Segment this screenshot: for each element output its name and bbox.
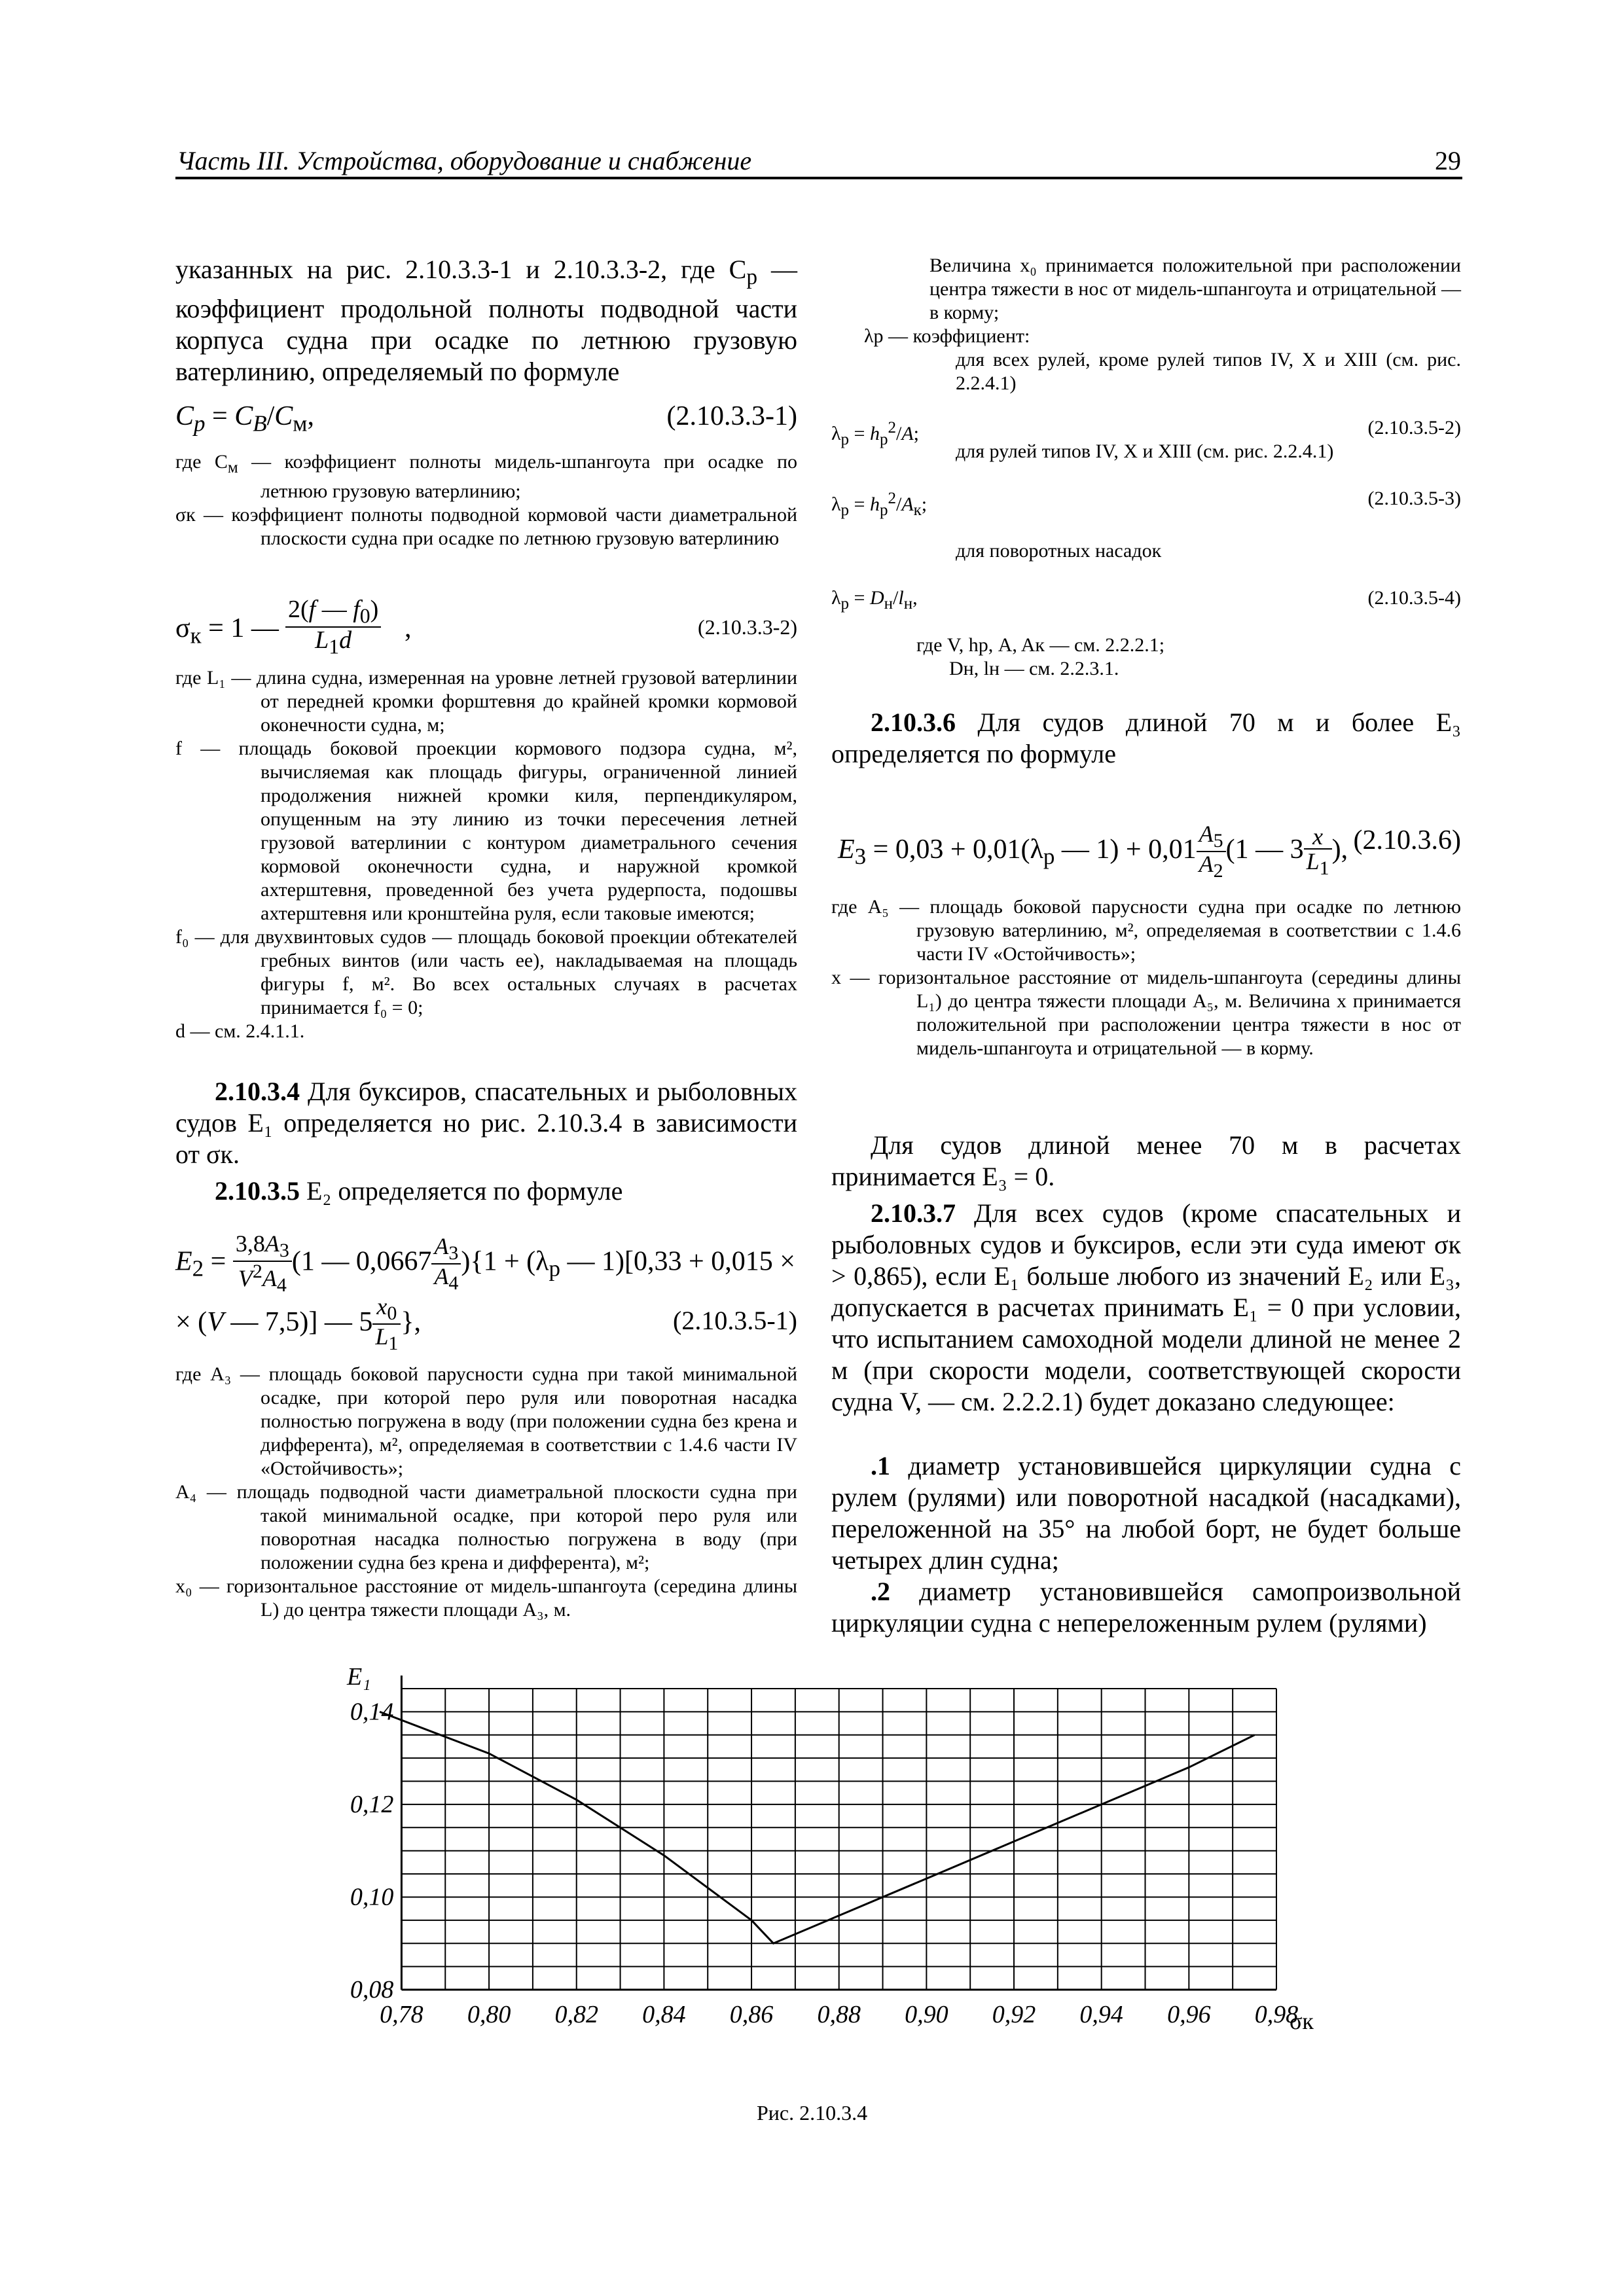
equation-2-10-3-6: $E_3 = 0,03 + 0,01(\lambda_р$ — 1) + 0,01 $\frac{A_5}{A_2}$ (1 — 3 $\frac{x}{L_1}$ ), (2.10.3.6) xyxy=(838,821,1461,882)
chart-y-axis-label: E₁ xyxy=(347,1663,371,1691)
chart-tick-labels xyxy=(350,1698,1298,2028)
header-title: Часть III. Устройства, оборудование и снабжение xyxy=(177,146,752,175)
x-tick-label: 0,88 xyxy=(817,2001,861,2028)
equation-2-10-3-3-2: $\sigma_к = 1$ — $\frac{2(f — f_0)}{L_1d}$ , (2.10.3.3-2) xyxy=(175,596,797,658)
equation-2-10-3-3-1: $C_p = C_B/C_м$, (2.10.3.3-1) xyxy=(175,401,797,437)
section-2-10-3-7: 2.10.3.7 Для всех судов (кроме спасательных и рыболовных судов и буксиров, если эти суда имеют σк > 0,865), если E₁ больше любого из значений E₂ или E₃, допускается в расчетах принимать E₁ = 0 при условии, что испытанием самоходной модели длиной не менее 2 м (при скорости модели, соответствующей скорости судна V, — см. 2.2.2.1) будет доказано следующее: xyxy=(831,1198,1461,1416)
equation-2-10-3-5-4: $\lambda_р = D_н/l_н$, (2.10.3.5-4) xyxy=(831,587,1461,613)
y-tick-label: 0,14 xyxy=(350,1698,394,1726)
y-tick-label: 0,12 xyxy=(350,1790,394,1818)
chart-x-axis-label: σк xyxy=(1290,2008,1314,2034)
equation-2-10-3-5-2: $\lambda_р = h_р^2/A$; (2.10.3.5-2) xyxy=(831,417,1461,448)
x-tick-label: 0,96 xyxy=(1167,2001,1211,2028)
section-2-10-3-6: 2.10.3.6 Для судов длиной 70 м и более E₃ определяется по формуле xyxy=(831,708,1461,768)
x-tick-label: 0,90 xyxy=(905,2001,948,2028)
chart-figure-2-10-3-4 xyxy=(281,1662,1355,2068)
right-references: где V, hр, A, Aк — см. 2.2.2.1; Dн, lн — см. 2.2.3.1. xyxy=(916,634,1165,679)
left-definitions-3: где A₃ — площадь боковой парусности судна при такой минимальной осадке, при которой перо руля или поворотная насадка полностью погружена в воду (при положении судна без крена и дифферента), м², определяемая в соответствии с 1.4.6 части IV «Остойчивость»; A₄ — площадь подводной части диаметральной плоскости судна при такой минимальной осадке, при которой перо руля или поворотная насадка полностью погружена в воду (при положении судна без крена и дифферента), м²; x₀ — горизонтальное расстояние от мидель-шпангоута (середина длины L) до центра тяжести площади A₃, м. xyxy=(175,1363,797,1621)
left-definitions-1: где $C_м$ — коэффициент полноты мидель-шпангоута при осадке по летнюю грузовую ватерлинию; σк — коэффициент полноты подводной кормовой части диаметральной плоскости судна при осадке по летнюю грузовую ватерлинию xyxy=(175,451,798,549)
nozzle-note: для поворотных насадок xyxy=(956,540,1162,562)
section-2-10-3-4: 2.10.3.4 Для буксиров, спасательных и рыболовных судов E₁ определяется но рис. 2.10.3.4 в зависимости от σк. xyxy=(175,1077,797,1169)
right-definitions-2: где A₅ — площадь боковой парусности судна при осадке по летнюю грузовую ватерлинию, м², определяемая в соответствии с 1.4.6 части IV «Остойчивость»; x — горизонтальное расстояние от мидель-шпангоута (середины длины L₁) до центра тяжести площади A₅, м. Величина x принимается положительной при расположении центра тяжести в нос от мидель-шпангоута и отрицательной — в корму. xyxy=(831,896,1461,1059)
y-tick-label: 0,10 xyxy=(350,1883,394,1911)
left-definitions-2: где L₁ — длина судна, измеренная на уровне летней грузовой ватерлинии от передней кромки форштевня до крайней кромки кормовой оконечности судна, м; f — площадь боковой проекции кормового подзора судна, м², вычисляемая как площадь фигуры, ограниченной линией продолжения нижней кромки киля, перпендикуляром, опущенным на эту линию из точки пересечения летней грузовой ватерлинии с контуром диаметрального сечения кормовой оконечности судна, и наружной кромкой ахтерштевня, проведенной без учета рудерпоста, подошвы ахтерштевня или кронштейна руля, если таковые имеются; f₀ — для двухвинтовых судов — площадь боковой проекции обтекателей гребных винтов (или часть ее), накладываемая на площадь фигуры f, м². Во всех остальных случаях в расчетах принимается f₀ = 0; d — см. 2.4.1.1. xyxy=(175,667,797,1042)
rudder-types-note: для рулей типов IV, X и XIII (см. рис. 2.2.4.1) xyxy=(956,440,1334,462)
section-2-10-3-5: 2.10.3.5 E₂ определяется по формуле xyxy=(215,1176,623,1206)
chart-grid xyxy=(401,1676,1276,1990)
y-tick-label: 0,08 xyxy=(350,1976,394,2003)
left-intro: указанных на рис. 2.10.3.3-1 и 2.10.3.3-2, где $C_p$ — коэффициент продольной полноты подводной части корпуса судна при осадке по летнюю грузовую ватерлинию, определяемый по формуле xyxy=(175,255,798,386)
item-2: .2 диаметр установившейся самопроизвольной циркуляции судна с непереложенным рулем (рулями) xyxy=(831,1577,1461,1638)
item-1: .1 диаметр установившейся циркуляции судна с рулем (рулями) или поворотной насадкой (насадками), переложенной на 35° на любой борт, не будет больше четырех длин судна; xyxy=(831,1451,1461,1575)
small-vessels-note: Для судов длиной менее 70 м в расчетах принимается E₃ = 0. xyxy=(831,1130,1461,1191)
right-definitions-1: Величина x₀ принимается положительной при расположении центра тяжести в нос от мидель-шпангоута и отрицательной — в корму; λр — коэффициент: для всех рулей, кроме рулей типов IV, X и XIII (см. рис. 2.2.4.1) xyxy=(864,255,1461,394)
x-tick-label: 0,80 xyxy=(467,2001,511,2028)
x-tick-label: 0,92 xyxy=(992,2001,1036,2028)
running-header xyxy=(177,145,1461,179)
equation-2-10-3-5-3: $\lambda_р = h_р^2/A_к$; (2.10.3.5-3) xyxy=(831,488,1461,519)
header-rule xyxy=(175,177,1462,179)
x-tick-label: 0,98 xyxy=(1254,2001,1299,2028)
figure-caption: Рис. 2.10.3.4 xyxy=(756,2101,868,2125)
x-tick-label: 0,84 xyxy=(642,2001,686,2028)
x-tick-label: 0,78 xyxy=(380,2001,424,2028)
x-tick-label: 0,94 xyxy=(1079,2001,1123,2028)
equation-2-10-3-5-1: $E_2$ = $\frac{3,8A_3}{V^2A_4}$ (1 — 0,0667 $\frac{A_3}{A_4}$ ){$1 + (\lambda_р$ — 1)[0,33 + 0,015 × × (V — 7,5)] — 5 $\frac{x_0}{L_1}$ }, (2.10.3.5-1) xyxy=(175,1230,797,1355)
x-tick-label: 0,82 xyxy=(554,2001,598,2028)
x-tick-label: 0,86 xyxy=(729,2001,774,2028)
page-number: 29 xyxy=(1435,146,1461,175)
